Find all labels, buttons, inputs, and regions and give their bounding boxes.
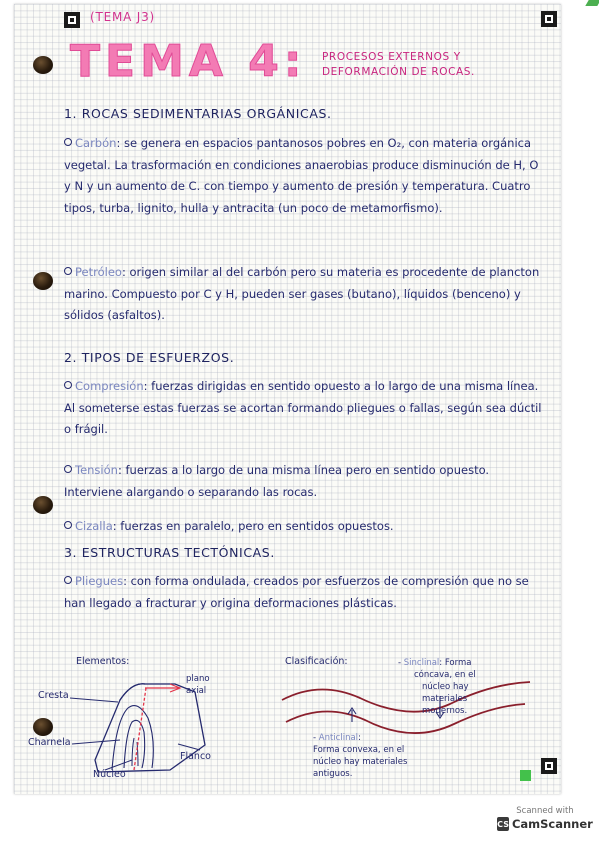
sinclinal-text-1: : Forma (439, 658, 472, 668)
paragraph-pliegues (64, 571, 546, 614)
bullet-icon (64, 465, 72, 473)
term-carbon: Carbón (75, 136, 117, 150)
corner-marker-icon (63, 11, 81, 29)
text-cizalla: : fuerzas en paralelo, pero en sentidos opuestos. (112, 519, 394, 533)
label-charnela: Charnela (28, 737, 71, 748)
corner-mark (585, 0, 599, 6)
paragraph-cizalla (64, 516, 546, 538)
term-petroleo: Petróleo (75, 265, 122, 279)
label-plano-axial (186, 673, 210, 697)
sinclinal-line-2: cóncava, en el (414, 670, 476, 680)
section-heading-2: 2. TIPOS DE ESFUERZOS. (64, 350, 235, 365)
paragraph-carbon (64, 133, 546, 219)
label-cresta: Cresta (38, 690, 69, 701)
anticlinal-line-1: Forma convexa, en el (313, 745, 405, 755)
binder-hole (33, 272, 53, 290)
section-heading-3: 3. ESTRUCTURAS TECTÓNICAS. (64, 545, 275, 560)
sinclinal-line-5: modernos. (422, 706, 468, 716)
page-subtitle (322, 50, 475, 80)
camscanner-brand (497, 817, 593, 831)
bullet-icon (64, 576, 72, 584)
page-title: TEMA 4: (70, 36, 307, 87)
scanned-with-text: Scanned with (516, 806, 574, 816)
term-cizalla: Cizalla (75, 519, 113, 533)
anticlinal-line-0: - Anticlinal: (313, 733, 361, 743)
camscanner-name: CamScanner (511, 817, 593, 831)
sinclinal-line-4: materiales (422, 694, 468, 704)
camscanner-watermark (497, 806, 593, 831)
text-pliegues: : con forma ondulada, creados por esfuerzos de compresión que no se han llegado a fracturar y origina deformaciones plásticas. (64, 574, 529, 610)
corner-marker-icon (540, 10, 558, 28)
term-sinclinal: Sinclinal (403, 658, 440, 668)
elementos-label: Elementos: (76, 656, 130, 667)
text-petroleo: : origen similar al del carbón pero su materia es procedente de plancton marino. Compuesto por C y H, pueden ser gases (butano), líquidos (benceno) y sólidos (asfaltos). (64, 265, 540, 322)
tema-label: (TEMA J3) (90, 10, 156, 24)
anticlinal-note (313, 732, 407, 780)
label-flanco: Flanco (180, 751, 211, 762)
bullet-icon (64, 381, 72, 389)
subtitle-line-2: DEFORMACIÓN DE ROCAS. (322, 66, 475, 78)
term-pliegues: Pliegues (75, 574, 124, 588)
clasificacion-label: Clasificación: (285, 656, 348, 667)
plano-axial-line-1: plano (186, 674, 210, 684)
camscanner-logo-icon: CS (497, 817, 509, 831)
text-tension: : fuerzas a lo largo de una misma línea pero en sentido opuesto. Interviene alargando o separando las rocas. (64, 463, 490, 499)
term-tension: Tensión (75, 463, 118, 477)
paragraph-petroleo (64, 262, 546, 327)
sinclinal-note (398, 657, 476, 717)
term-compresion: Compresión (75, 379, 144, 393)
paragraph-compresion (64, 376, 546, 441)
sinclinal-line-1: - Sinclinal: Forma (398, 658, 472, 668)
plano-axial-line-2: axial (186, 686, 207, 696)
text-carbon: : se genera en espacios pantanosos pobres en O₂, con materia orgánica vegetal. La trasformación en condiciones anaerobias produce disminución de H, O y N y un aumento de C. con tiempo y aumento de presión y temperatura. Cuatro tipos, turba, lignito, hulla y antracita (un poco de metamorfismo). (64, 136, 539, 215)
sinclinal-line-3: núcleo hay (422, 682, 469, 692)
term-anticlinal: Anticlinal (318, 733, 359, 743)
binder-hole (33, 496, 53, 514)
text-compresion: : fuerzas dirigidas en sentido opuesto a lo largo de una misma línea. Al someterse estas fuerzas se acortan formando pliegues o fallas, según sea dúctil o frágil. (64, 379, 542, 436)
bullet-icon (64, 521, 72, 529)
bullet-icon (64, 138, 72, 146)
section-heading-1: 1. ROCAS SEDIMENTARIAS ORGÁNICAS. (64, 106, 332, 121)
label-nucleo: Núcleo (93, 769, 126, 780)
anticlinal-line-2: núcleo hay materiales (313, 757, 408, 767)
anticlinal-line-3: antiguos. (313, 769, 353, 779)
subtitle-line-1: PROCESOS EXTERNOS Y (322, 51, 461, 63)
binder-hole (33, 56, 53, 74)
paragraph-tension (64, 460, 546, 503)
bullet-icon (64, 267, 72, 275)
